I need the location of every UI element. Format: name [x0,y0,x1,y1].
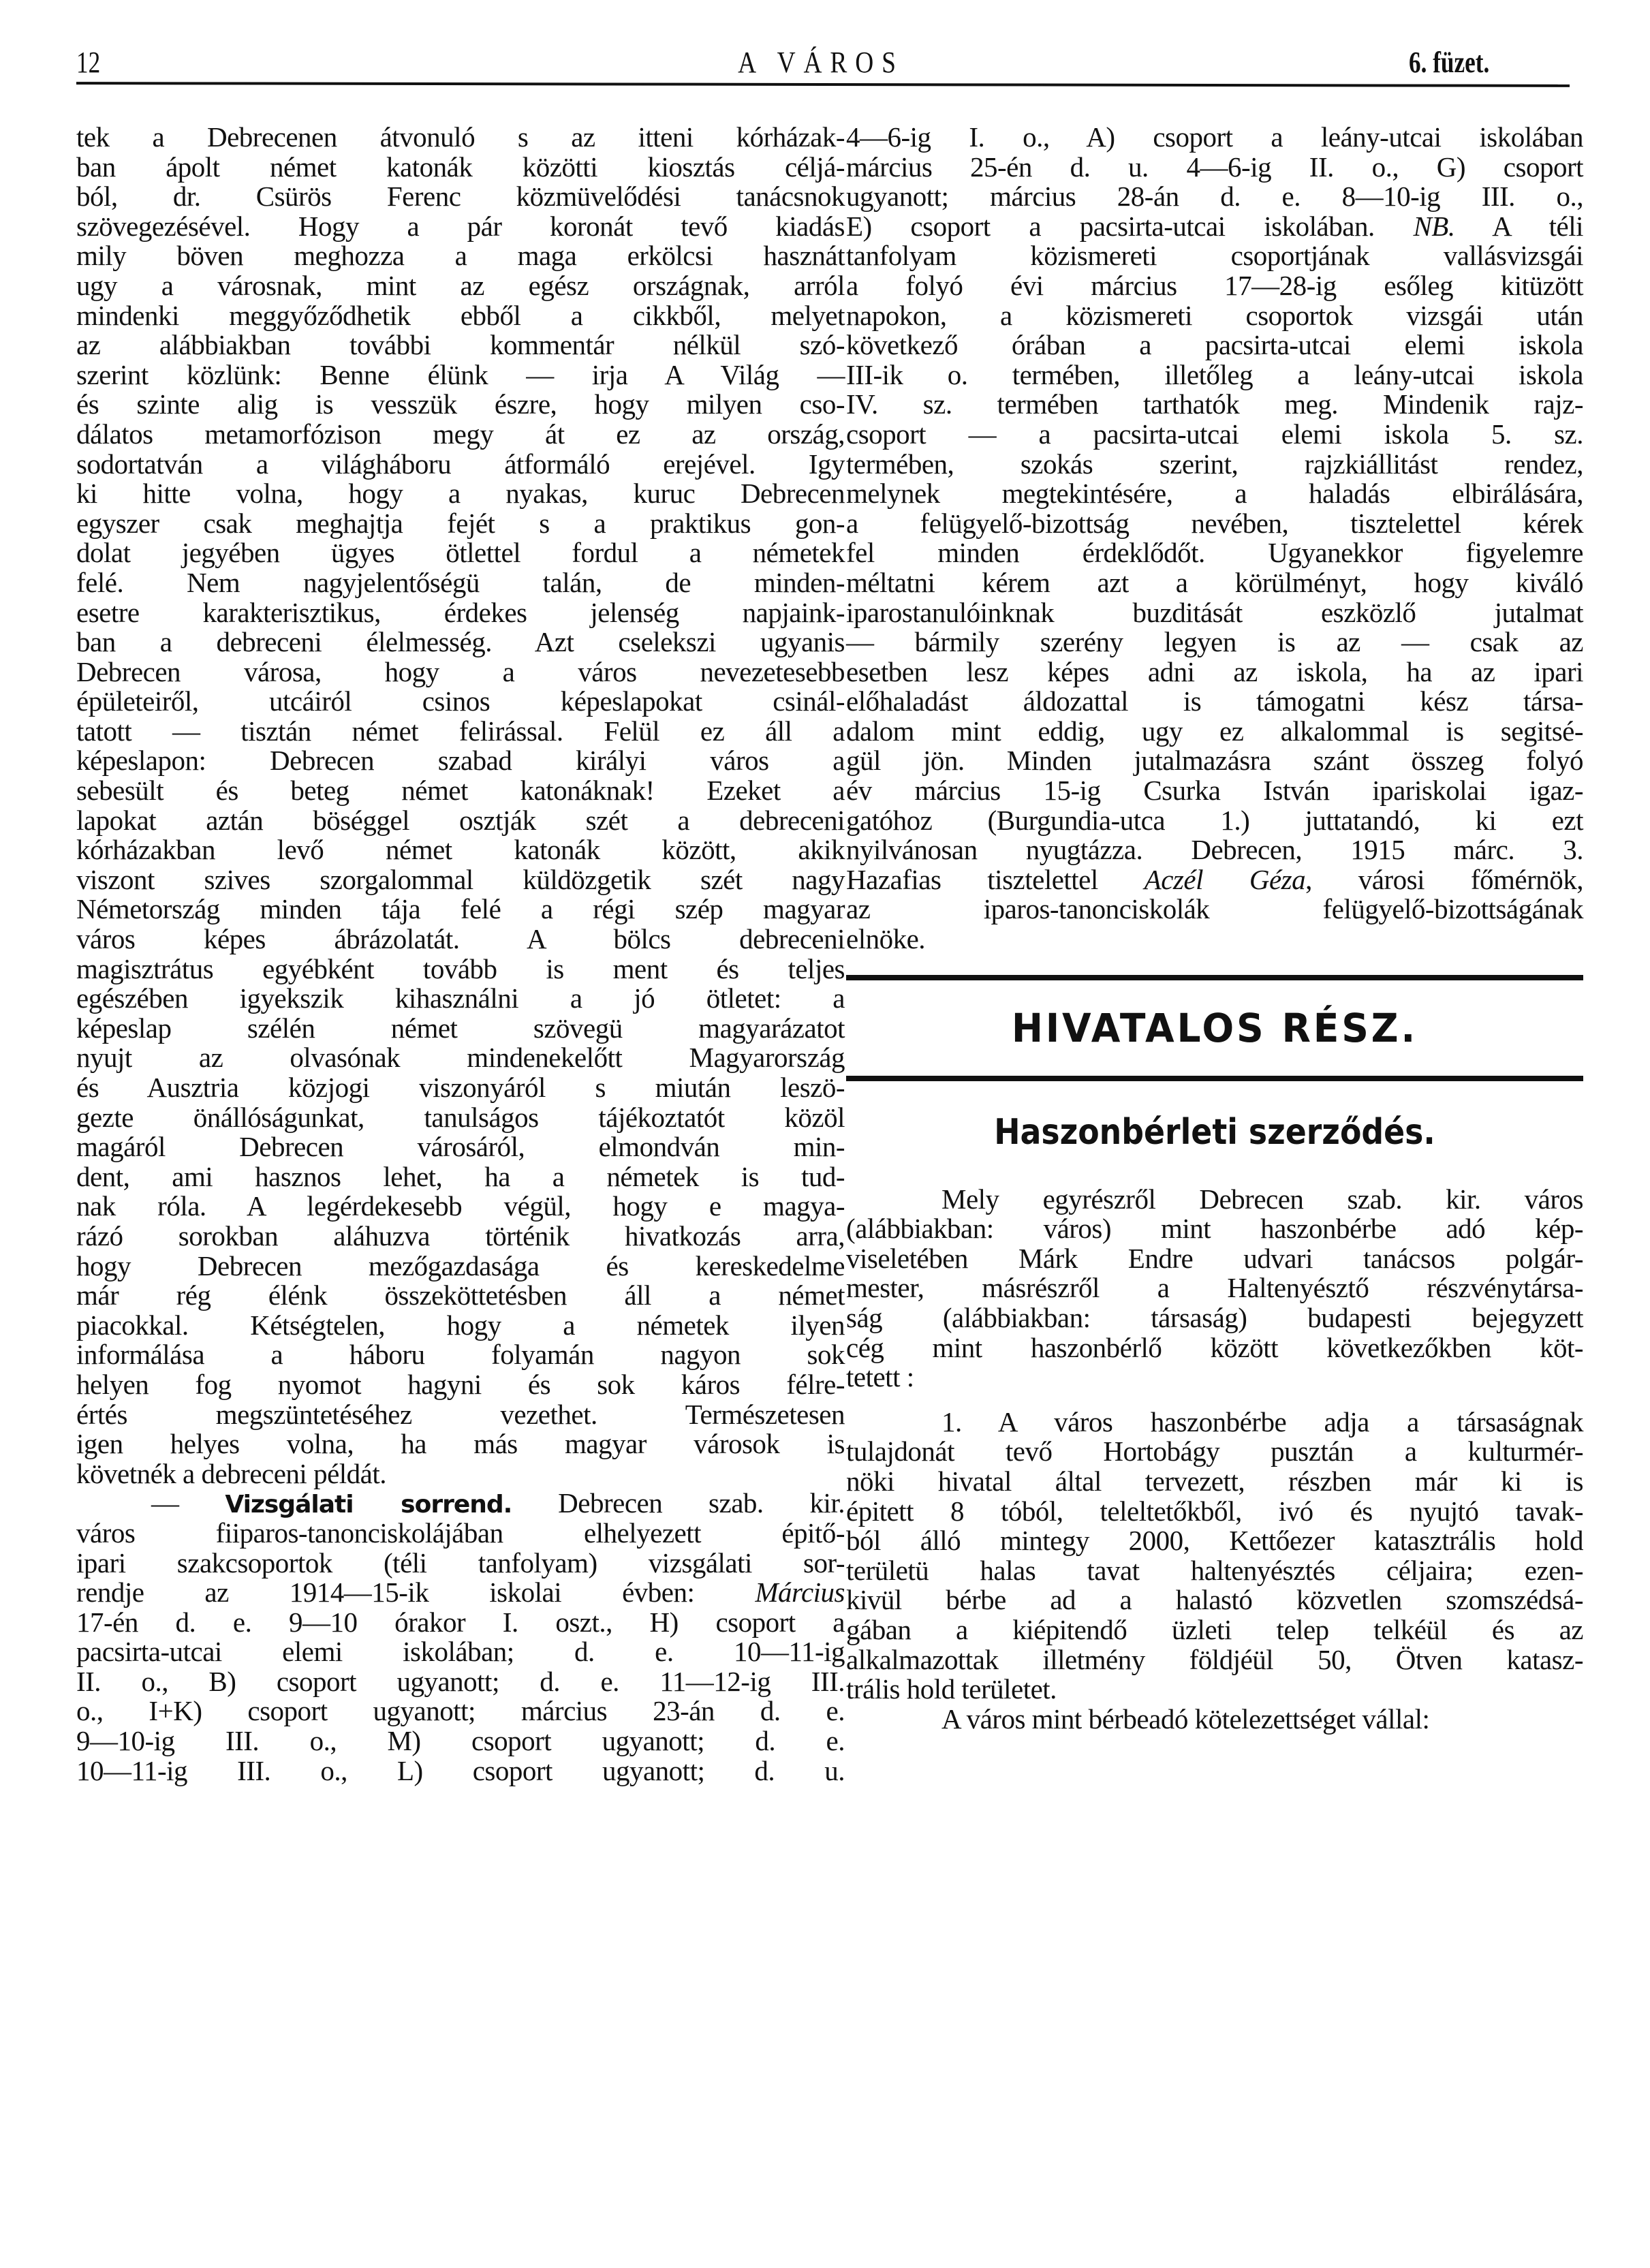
text-line: ki hitte volna, hogy a nyakas, kuruc Debrecen [76,478,845,510]
text-line: gezte önállóságunkat, tanulságos tájékoztatót közöl [76,1101,845,1133]
nb-line [846,212,1583,242]
notice-lines-after [76,1608,845,1786]
text-line: épitett 8 tóból, teleltetőkből, ivó és nyujtó tavak- [846,1495,1583,1527]
text-line: 4—6-ig I. o., A) csoport a leány-utcai iskolában [846,121,1583,153]
text-line: piacokkal. Kétségtelen, hogy a németek ilyen [76,1309,845,1341]
article-title: Haszonbérleti szerződés. [994,1111,1435,1153]
notice-title: Vizsgálati sorrend. [225,1491,512,1519]
notice-first-line: Debrecen szab. kir. [558,1487,845,1519]
spacer [846,1393,1583,1408]
text-line: 17-én d. e. 9—10 órakor I. oszt., H) csoport a [76,1606,845,1638]
text-line: ugyanott; március 28-án d. e. 8—10-ig III. o., [846,181,1583,213]
month-italic: Március [755,1576,845,1609]
text-line: tek a Debrecenen átvonuló s az itteni kórházak- [76,121,845,153]
page-header [0,0,1650,95]
text-line: II. o., B) csoport ugyanott; d. e. 11—12-ig III. [76,1665,845,1697]
text-line: nyilvánosan nyugtázza. Debrecen, 1915 márc. 3. [846,834,1583,866]
text-line: Németország minden tája felé a régi szép magyar [76,893,845,925]
text-line: dolat jegyében ügyes ötlettel fordul a németek [76,537,845,569]
text-line: kórházakban levő német katonák között, akik [76,834,845,866]
text-line: ipari szakcsoportok (téli tanfolyam) vizsgálati sor- [76,1547,845,1579]
text-line: informálása a háboru folyamán nagyon sok [76,1339,845,1371]
text-line: o., I+K) csoport ugyanott; március 23-án d. e. [76,1695,845,1727]
text-line: 9—10-ig III. o., M) csoport ugyanott; d. e. [76,1725,845,1757]
text-line: alkalmazottak illetmény földjéül 50, Ötven katasz- [846,1643,1583,1675]
spacer [846,954,1583,975]
text-line: fel minden érdeklődőt. Ugyanekkor figyelemre [846,537,1583,569]
nb-prefix: E) csoport a pacsirta-utcai iskolában. [846,210,1375,242]
text-line: egyszer csak meghajtja fejét s a praktikus gon- [76,507,845,539]
issue-number: 6. füzet. [1409,46,1490,79]
text-line: Debrecen városa, hogy a város nevezetesebb [76,655,845,687]
text-line: március 25-én d. u. 4—6-ig II. o., G) csoport [846,151,1583,183]
text-line: iparostanulóinknak buzditását eszközlő jutalmat [846,596,1583,628]
left-column [76,123,845,1786]
text-line: dalom mint eddig, ugy ez alkalommal is segitsé- [846,715,1583,747]
text-line: ból álló mintegy 2000, Kettőezer katasztrális hold [846,1525,1583,1557]
signature-lines [846,895,1583,954]
text-line: igen helyes volna, ha más magyar városok is [76,1428,845,1460]
text-line: magáról Debrecen városáról, elmondván min- [76,1131,845,1163]
text-line: kivül bérbe ad a halastó közvetlen szomszédsá- [846,1584,1583,1616]
contract-intro [846,1185,1583,1393]
text-line: cég mint haszonbérlő között következőkben köt- [846,1331,1583,1363]
text-line: termében, szokás szerint, rajzkiállitást rendez, [846,448,1583,480]
text-line: IV. sz. termében tarthatók meg. Mindenik rajz- [846,388,1583,420]
text-line: már rég élénk összeköttetésben áll a német [76,1279,845,1311]
section-heading: HIVATALOS RÉSZ. [1011,1004,1418,1051]
text-line: csoport — a pacsirta-utcai elemi iskola 5. sz. [846,418,1583,450]
section-rule-top [846,975,1583,980]
text-line: szerint közlünk: Benne élünk — irja A Világ — [76,358,845,390]
text-line: gül jön. Minden jutalmazásra szánt összeg folyó [846,745,1583,777]
text-line: rázó sorokban aláhuzva történik hivatkozás arra, [76,1220,845,1252]
text-line: — bármily szerény legyen is az — csak az [846,626,1583,658]
text-line: tetett : [846,1361,914,1393]
text-line: a felügyelő-bizottság nevében, tisztelettel kérek [846,507,1583,539]
signature-prefix: Hazafias tisztelettel [846,863,1098,895]
text-line: ság (alábbiakban: társaság) budapesti bejegyzett [846,1302,1583,1333]
text-line: területü halas tavat haltenyésztés céljaira; ezen- [846,1554,1583,1586]
right-column [846,123,1583,1734]
text-line: Mely egyrészről Debrecen szab. kir. város [941,1183,1583,1215]
text-line: III-ik o. termében, illetőleg a leány-utcai iskola [846,358,1583,390]
notice-heading-line [76,1489,845,1519]
text-line: viszont szives szorgalommal küldözgetik szét nagy [76,863,845,895]
date-line-text: rendje az 1914—15-ik iskolai évben: [76,1576,695,1609]
text-line: melynek megtekintésére, a haladás elbirálására, [846,478,1583,510]
text-line: nyujt az olvasónak mindenekelőtt Magyarország [76,1042,845,1074]
text-line: elnöke. [846,923,926,955]
nb-suffix: A téli [1492,210,1584,242]
text-line: méltatni kérem azt a körülményt, hogy kiváló [846,566,1583,598]
text-line: esetben lesz képes adni az iskola, ha az ipari [846,655,1583,687]
text-line: lapokat aztán böséggel osztják szét a debreceni [76,804,845,836]
text-line: tatott — tisztán német felirással. Felül ez áll a [76,715,845,747]
text-line: épületeiről, utcáiról csinos képeslapokat csinál- [76,685,845,717]
text-line: sodortatván a világháboru átformáló erejével. Igy [76,448,845,480]
text-line: város képes ábrázolatát. A bölcs debreceni [76,923,845,955]
text-line: az alábbiakban további kommentár nélkül szó- [76,329,845,361]
text-line: dálatos metamorfózison megy át ez az ország, [76,418,845,450]
text-line: tulajdonát tevő Hortobágy pusztán a kulturmér- [846,1435,1583,1467]
text-line: viseletében Márk Endre udvari tanácsos polgár- [846,1242,1583,1274]
text-line: dent, ami hasznos lehet, ha a németek is tud- [76,1160,845,1192]
text-line: pacsirta-utcai elemi iskolában; d. e. 10—11-ig [76,1636,845,1668]
text-line: esetre karakterisztikus, érdekes jelenség napjaink- [76,596,845,628]
text-line: magisztrátus egyébként tovább is ment és teljes [76,952,845,984]
notice-body [846,241,1583,865]
text-line: szövegezésével. Hogy a pár koronát tevő kiadás [76,210,845,242]
text-line: gában a kiépitendő üzleti telep telkéül és az [846,1613,1583,1645]
text-line: nak róla. A legérdekesebb végül, hogy e magya- [76,1190,845,1222]
text-line: felé. Nem nagyjelentőségü talán, de minden- [76,566,845,598]
header-rule [76,82,1570,87]
spacer [846,1170,1583,1185]
text-line: város fiiparos-tanonciskolájában elhelyezett épitő- [76,1517,845,1549]
text-line: az iparos-tanonciskolák felügyelő-bizottságának [846,893,1583,925]
text-line: mindenki meggyőződhetik ebből a cikkből, melyet [76,299,845,331]
nb-label: NB. [1413,210,1455,242]
text-line: ugy a városnak, mint az egész országnak, arról [76,269,845,301]
signature-name: Aczél Géza [1144,863,1306,895]
text-line: tanfolyam közismereti csoportjának vallásvizsgái [846,240,1583,272]
text-line: gatóhoz (Burgundia-utca 1.) juttatandó, ki ezt [846,804,1583,836]
text-line: helyen fog nyomot hagyni és sok káros félre- [76,1368,845,1400]
text-line: egészében igyekszik kihasználni a jó ötletet: a [76,982,845,1014]
closing-line: A város mint bérbeadó kötelezettséget vállal: [941,1703,1430,1735]
text-line: mester, másrészről a Haltenyésztő részvénytársa- [846,1272,1583,1304]
text-line: sebesült és beteg német katonáknak! Ezeket a [76,775,845,807]
text-line: és szinte alig is vesszük észre, hogy milyen cso- [76,388,845,420]
notice-date-line [76,1578,845,1608]
text-line: napokon, a közismereti csoportok vizsgái után [846,299,1583,331]
text-line: 10—11-ig III. o., L) csoport ugyanott; d. u. [76,1754,845,1786]
text-line: ban ápolt német katonák közötti kiosztás célјá- [76,151,845,183]
em-dash: — [151,1487,179,1519]
text-line: és Ausztria közjogi viszonyáról s miután leszö- [76,1072,845,1103]
text-line: (alábbiakban: város) mint haszonbérbe adó kép- [846,1213,1583,1245]
text-line: trális hold területet. [846,1673,1057,1705]
text-line: képeslap szélén német szövegü magyarázatot [76,1012,845,1044]
text-line: hogy Debrecen mezőgazdasága és kereskedelme [76,1249,845,1281]
text-line: előhaladást áldozattal is támogatni kész társa- [846,685,1583,717]
notice-continued [846,123,1583,212]
text-line: ból, dr. Csürös Ferenc közmüvelődési tanácsnok [76,181,845,213]
signature-line [846,865,1583,895]
signature-title: , városi főmérnök, [1305,863,1583,895]
page-number: 12 [76,46,101,79]
text-line: év március 15-ig Csurka István ipariskolai igaz- [846,775,1583,807]
text-line: 1. A város haszonbérbe adja a társaságnak [941,1405,1583,1438]
section-rule-bottom [846,1076,1583,1081]
text-line: következő órában a pacsirta-utcai elemi iskola [846,329,1583,361]
notice-lines [76,1519,845,1578]
text-line: értés megszüntetéséhez vezethet. Természetesen [76,1398,845,1430]
text-line: nöki hivatal által tervezett, részben már ki is [846,1465,1583,1497]
text-line: mily böven meghozza a maga erkölcsi hasznát [76,240,845,272]
text-line: a folyó évi március 17—28-ig esőleg kitüzött [846,269,1583,301]
text-line: képeslapon: Debrecen szabad királyi város a [76,745,845,777]
publication-title: A VÁROS [738,46,904,79]
exam-schedule-notice [76,1489,845,1786]
text-line: követnék a debreceni példát. [76,1457,386,1489]
article-continued [76,123,845,1489]
contract-clause-1 [846,1405,1583,1705]
text-line: ban a debreceni élelmesség. Azt cselekszi ugyanis [76,626,845,658]
